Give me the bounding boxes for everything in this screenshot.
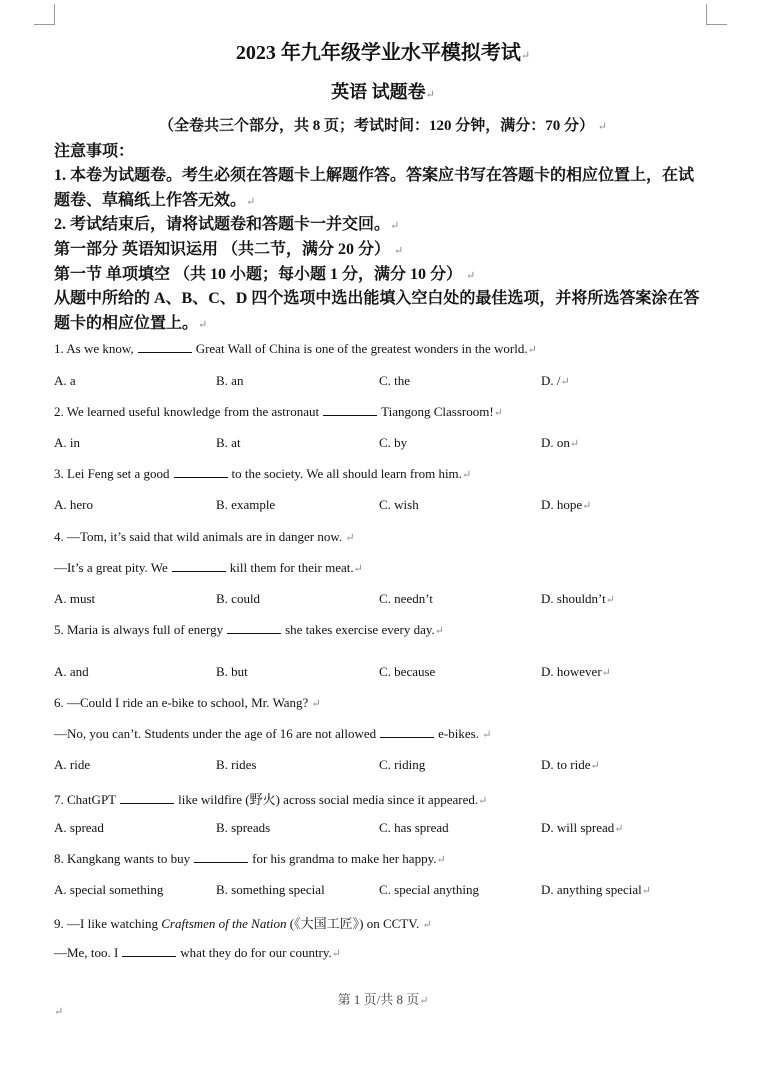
answer-blank <box>194 852 248 863</box>
crop-mark-top-right <box>706 4 727 25</box>
q2-option-a: A. in <box>54 435 80 450</box>
q6-option-b: B. rides <box>216 757 257 772</box>
q4-option-a: A. must <box>54 591 96 606</box>
question-6-prompt: 6. —Could I ride an e-bike to school, Mr. Wang? ↵ <box>54 695 321 710</box>
answer-blank <box>323 405 377 416</box>
answer-blank <box>172 561 226 572</box>
q3-option-a: A. hero <box>54 497 93 512</box>
question-9-reply: —Me, too. I what they do for our country.↵ <box>54 945 342 960</box>
note-1-line-1: 1. 本卷为试题卷。考生必须在答题卡上解题作答。答案应书写在答题卡的相应位置上，在试 <box>54 167 695 184</box>
q1-option-a: A. a <box>54 373 76 388</box>
question-6-reply: —No, you can’t. Students under the age of 16 are not allowed e-bikes. ↵ <box>54 726 492 741</box>
q1-option-b: B. an <box>216 373 244 388</box>
q6-option-c: C. riding <box>379 757 426 772</box>
exam-subtitle: 英语 试题卷↵ <box>331 82 435 102</box>
program-title: Craftsmen of the Nation <box>161 916 287 931</box>
crop-mark-top-left <box>34 4 55 25</box>
section-1-heading: 第一节 单项填空 （共 10 小题；每小题 1 分，满分 10 分） ↵ <box>54 266 476 283</box>
q3-option-b: B. example <box>216 497 276 512</box>
q4-option-c: C. needn’t <box>379 591 433 606</box>
q5-option-d: D. however↵ <box>541 664 611 679</box>
q7-option-b: B. spreads <box>216 820 271 835</box>
q4-option-d: D. shouldn’t↵ <box>541 591 615 606</box>
q8-option-b: B. something special <box>216 882 325 897</box>
answer-blank <box>138 342 192 353</box>
question-8: 8. Kangkang wants to buy for his grandma to make her happy.↵ <box>54 851 446 866</box>
question-4-prompt: 4. —Tom, it’s said that wild animals are in danger now. ↵ <box>54 529 355 544</box>
q7-option-a: A. spread <box>54 820 104 835</box>
page-footer: 第 1 页/共 8 页↵ <box>337 992 429 1007</box>
question-4-reply: —It’s a great pity. We kill them for their meat.↵ <box>54 560 363 575</box>
notes-heading: 注意事项： <box>54 143 135 160</box>
question-9-prompt: 9. —I like watching Craftsmen of the Nation (《大国工匠》) on CCTV. ↵ <box>54 916 432 931</box>
instructions-line-2: 题卡的相应位置上。↵ <box>54 315 208 332</box>
exam-info: （全卷共三个部分，共 8 页；考试时间：120 分钟，满分：70 分） ↵ <box>159 118 607 134</box>
exam-title: 2023 年九年级学业水平模拟考试↵ <box>235 42 531 64</box>
q5-option-a: A. and <box>54 664 89 679</box>
q7-option-c: C. has spread <box>379 820 449 835</box>
q1-option-c: C. the <box>379 373 411 388</box>
q2-option-b: B. at <box>216 435 241 450</box>
q8-option-a: A. special something <box>54 882 164 897</box>
answer-blank <box>122 946 176 957</box>
q5-option-c: C. because <box>379 664 436 679</box>
answer-blank <box>120 793 174 804</box>
q8-option-d: D. anything special↵ <box>541 882 651 897</box>
q4-option-b: B. could <box>216 591 261 606</box>
q2-option-c: C. by <box>379 435 408 450</box>
q7-option-d: D. will spread↵ <box>541 820 624 835</box>
note-2: 2. 考试结束后，请将试题卷和答题卡一并交回。↵ <box>54 216 400 233</box>
question-3: 3. Lei Feng set a good to the society. We all should learn from him.↵ <box>54 466 472 481</box>
answer-blank <box>227 623 281 634</box>
answer-blank <box>380 727 434 738</box>
q2-option-d: D. on↵ <box>541 435 580 450</box>
answer-blank <box>174 467 228 478</box>
question-5: 5. Maria is always full of energy she takes exercise every day.↵ <box>54 622 444 637</box>
question-7: 7. ChatGPT like wildfire (野火) across social media since it appeared.↵ <box>54 792 488 807</box>
question-1: 1. As we know, Great Wall of China is one of the greatest wonders in the world.↵ <box>54 341 537 356</box>
q8-option-c: C. special anything <box>379 882 480 897</box>
question-2: 2. We learned useful knowledge from the astronaut Tiangong Classroom!↵ <box>54 404 503 419</box>
q6-option-d: D. to ride↵ <box>541 757 600 772</box>
instructions-line-1: 从题中所给的 A、B、C、D 四个选项中选出能填入空白处的最佳选项，并将所选答案涂在答 <box>54 290 700 307</box>
part-1-heading: 第一部分 英语知识运用 （共二节，满分 20 分） ↵ <box>54 241 404 258</box>
q5-option-b: B. but <box>216 664 248 679</box>
q1-option-d: D. /↵ <box>541 373 570 388</box>
paragraph-mark: ↵ <box>54 1006 64 1018</box>
note-1-line-2: 题卷、草稿纸上作答无效。↵ <box>54 192 256 209</box>
q6-option-a: A. ride <box>54 757 91 772</box>
q3-option-d: D. hope↵ <box>541 497 592 512</box>
q3-option-c: C. wish <box>379 497 419 512</box>
